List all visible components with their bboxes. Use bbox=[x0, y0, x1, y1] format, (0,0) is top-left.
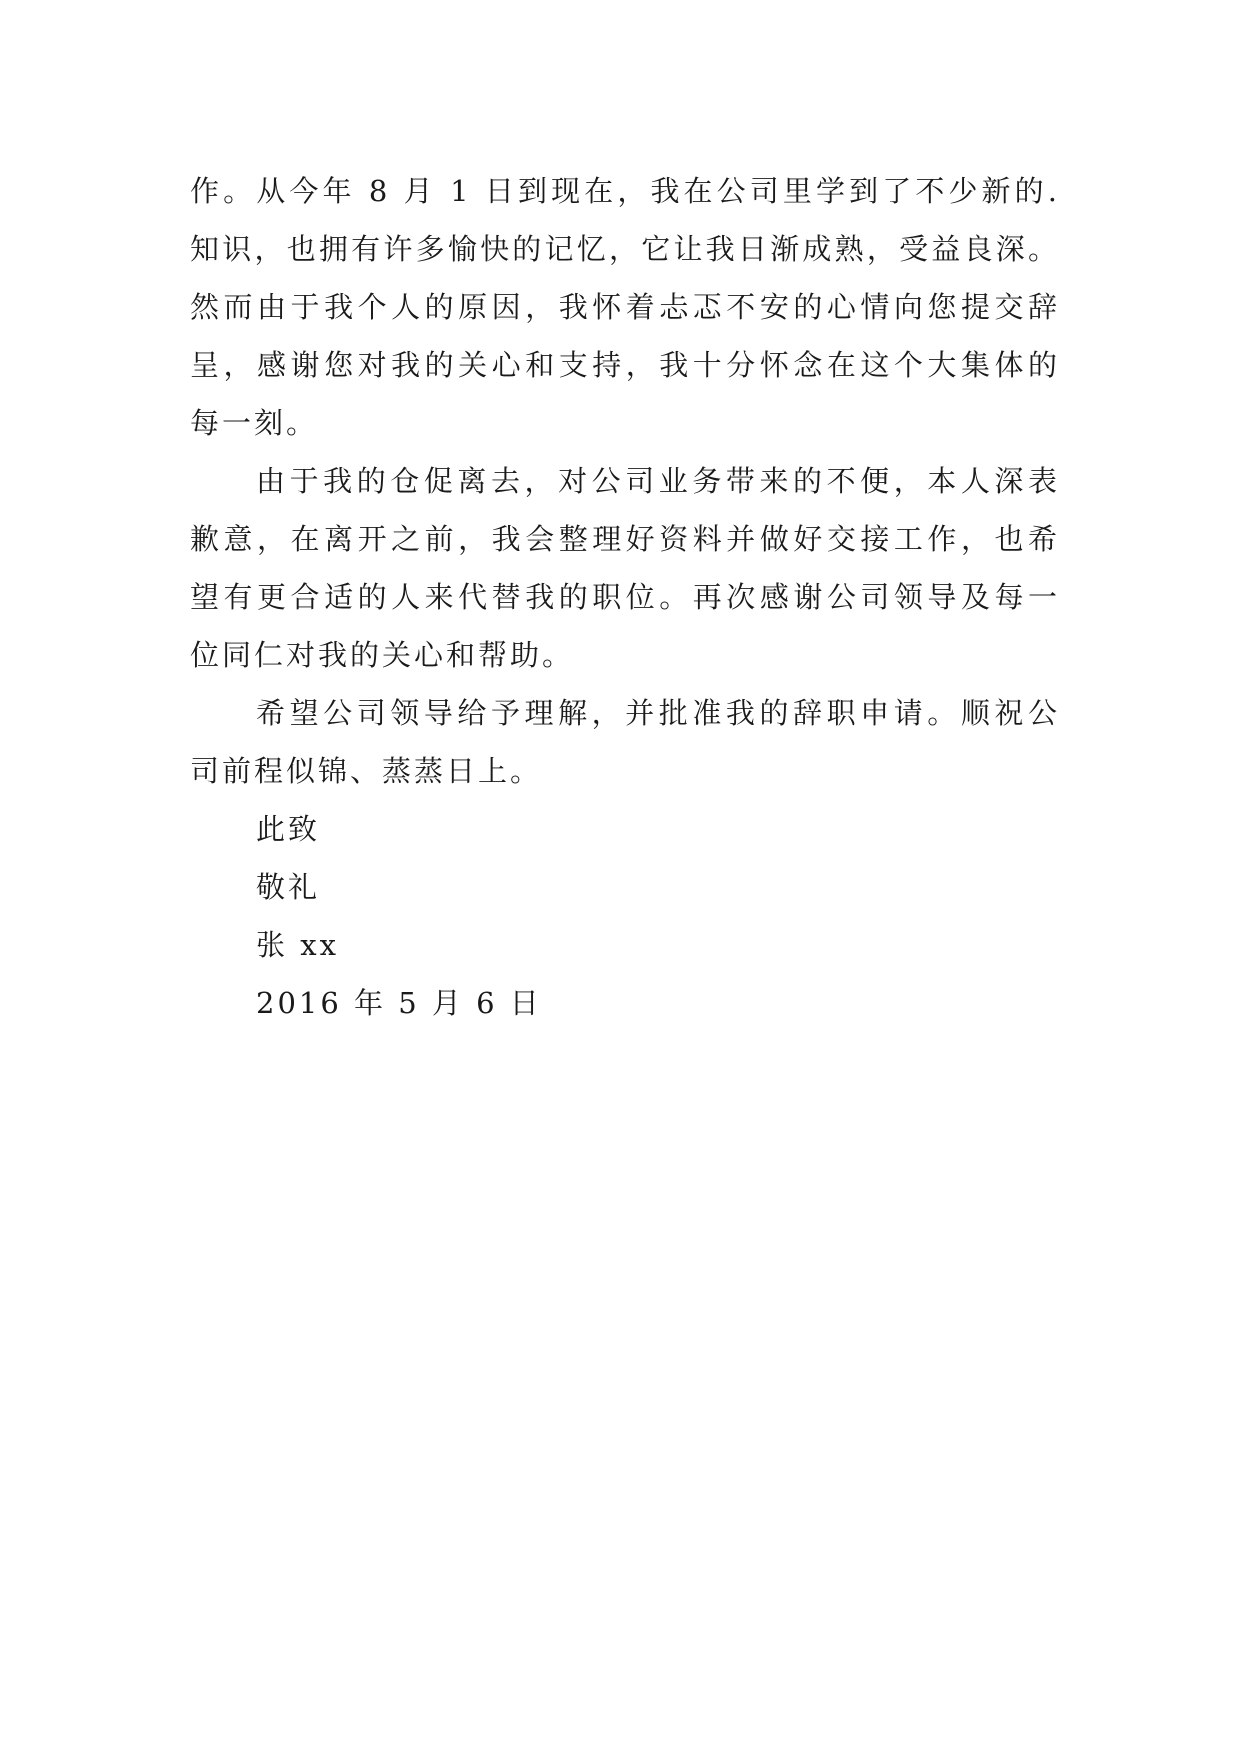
letter-body bbox=[190, 162, 1060, 1032]
paragraph-1-line-1: 作。从今年 8 月 1 日到现在，我在公司里学到了不少新的. bbox=[190, 174, 1060, 208]
paragraph-2-line-4: 位同仁对我的关心和帮助。 bbox=[190, 638, 575, 672]
closing-salutation: 此致 bbox=[256, 812, 321, 846]
paragraph-3-line-1: 希望公司领导给予理解，并批准我的辞职申请。顺祝公 bbox=[256, 696, 1060, 730]
paragraph-1-line-5: 每一刻。 bbox=[190, 406, 319, 440]
signature: 张 xx bbox=[256, 928, 339, 962]
paragraph-2-line-3: 望有更合适的人来代替我的职位。再次感谢公司领导及每一 bbox=[190, 580, 1060, 614]
paragraph-1-line-4: 呈，感谢您对我的关心和支持，我十分怀念在这个大集体的 bbox=[190, 348, 1060, 382]
paragraph-2-line-2: 歉意，在离开之前，我会整理好资料并做好交接工作，也希 bbox=[190, 522, 1060, 556]
paragraph-2-line-1: 由于我的仓促离去，对公司业务带来的不便，本人深表 bbox=[256, 464, 1060, 498]
paragraph-1-line-2: 知识，也拥有许多愉快的记忆，它让我日渐成熟，受益良深。 bbox=[190, 232, 1060, 266]
paragraph-3-line-2: 司前程似锦、蒸蒸日上。 bbox=[190, 754, 543, 788]
paragraph-1-line-3: 然而由于我个人的原因，我怀着忐忑不安的心情向您提交辞 bbox=[190, 290, 1060, 324]
letter-date: 2016 年 5 月 6 日 bbox=[256, 986, 542, 1020]
closing-respect: 敬礼 bbox=[256, 870, 321, 904]
